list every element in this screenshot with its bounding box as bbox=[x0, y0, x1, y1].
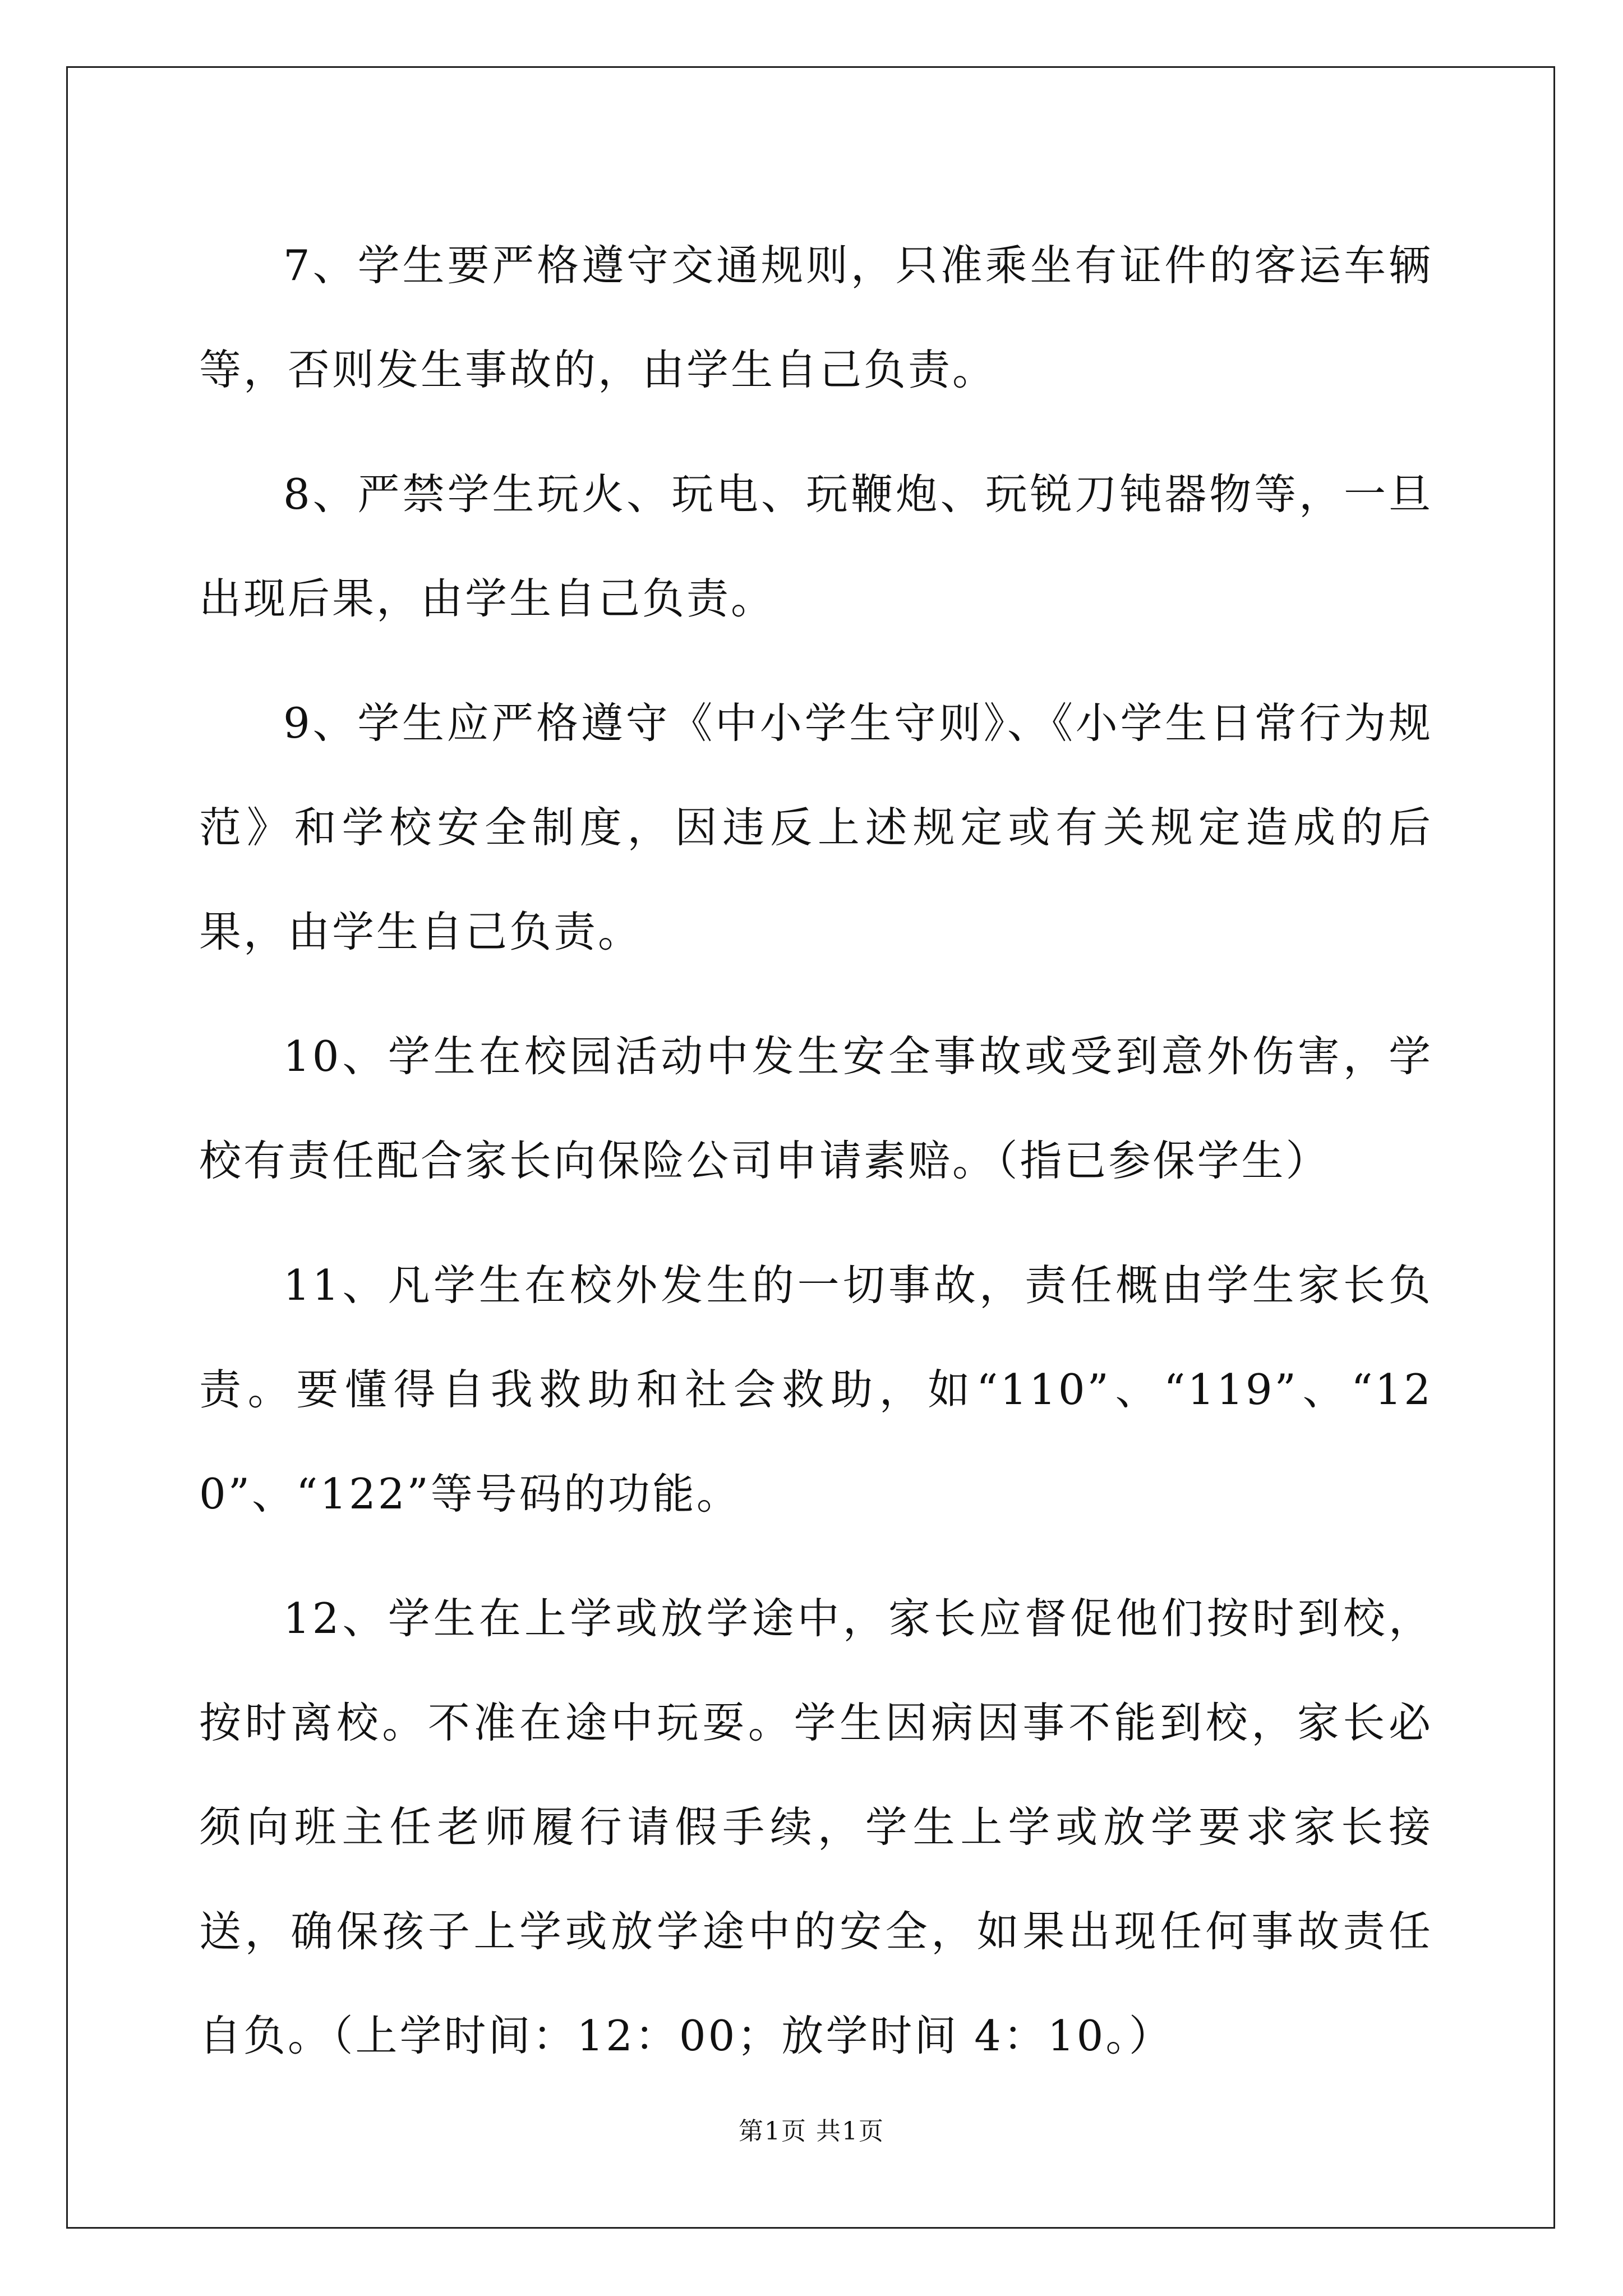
paragraph-item-10: 10、学生在校园活动中发生安全事故或受到意外伤害，学校有责任配合家长向保险公司申请素赔。（指已参保学生） bbox=[199, 1032, 1433, 1185]
paragraph-item-11: 11、凡学生在校外发生的一切事故，责任概由学生家长负责。要懂得自我救助和社会救助，如“110”、“119”、“120”、“122”等号码的功能。 bbox=[199, 1260, 1433, 1519]
paragraph-item-9: 9、学生应严格遵守《中小学生守则》、《小学生日常行为规范》和学校安全制度，因违反上述规定或有关规定造成的后果，由学生自己负责。 bbox=[199, 698, 1433, 956]
paragraph-item-12: 12、学生在上学或放学途中，家长应督促他们按时到校，按时离校。不准在途中玩耍。学生因病因事不能到校，家长必须向班主任老师履行请假手续，学生上学或放学要求家长接送，确保孩子上学或放学途中的安全，如果出现任何事故责任自负。（上学时间：12：00；放学时间 4：10。） bbox=[199, 1594, 1433, 2060]
paragraph-item-7: 7、学生要严格遵守交通规则，只准乘坐有证件的客运车辆等，否则发生事故的，由学生自己负责。 bbox=[199, 241, 1433, 394]
page-number-footer: 第1页 共1页 bbox=[739, 2117, 884, 2146]
document-body bbox=[199, 213, 1433, 2108]
paragraph-item-8: 8、严禁学生玩火、玩电、玩鞭炮、玩锐刀钝器物等，一旦出现后果，由学生自己负责。 bbox=[199, 470, 1433, 623]
